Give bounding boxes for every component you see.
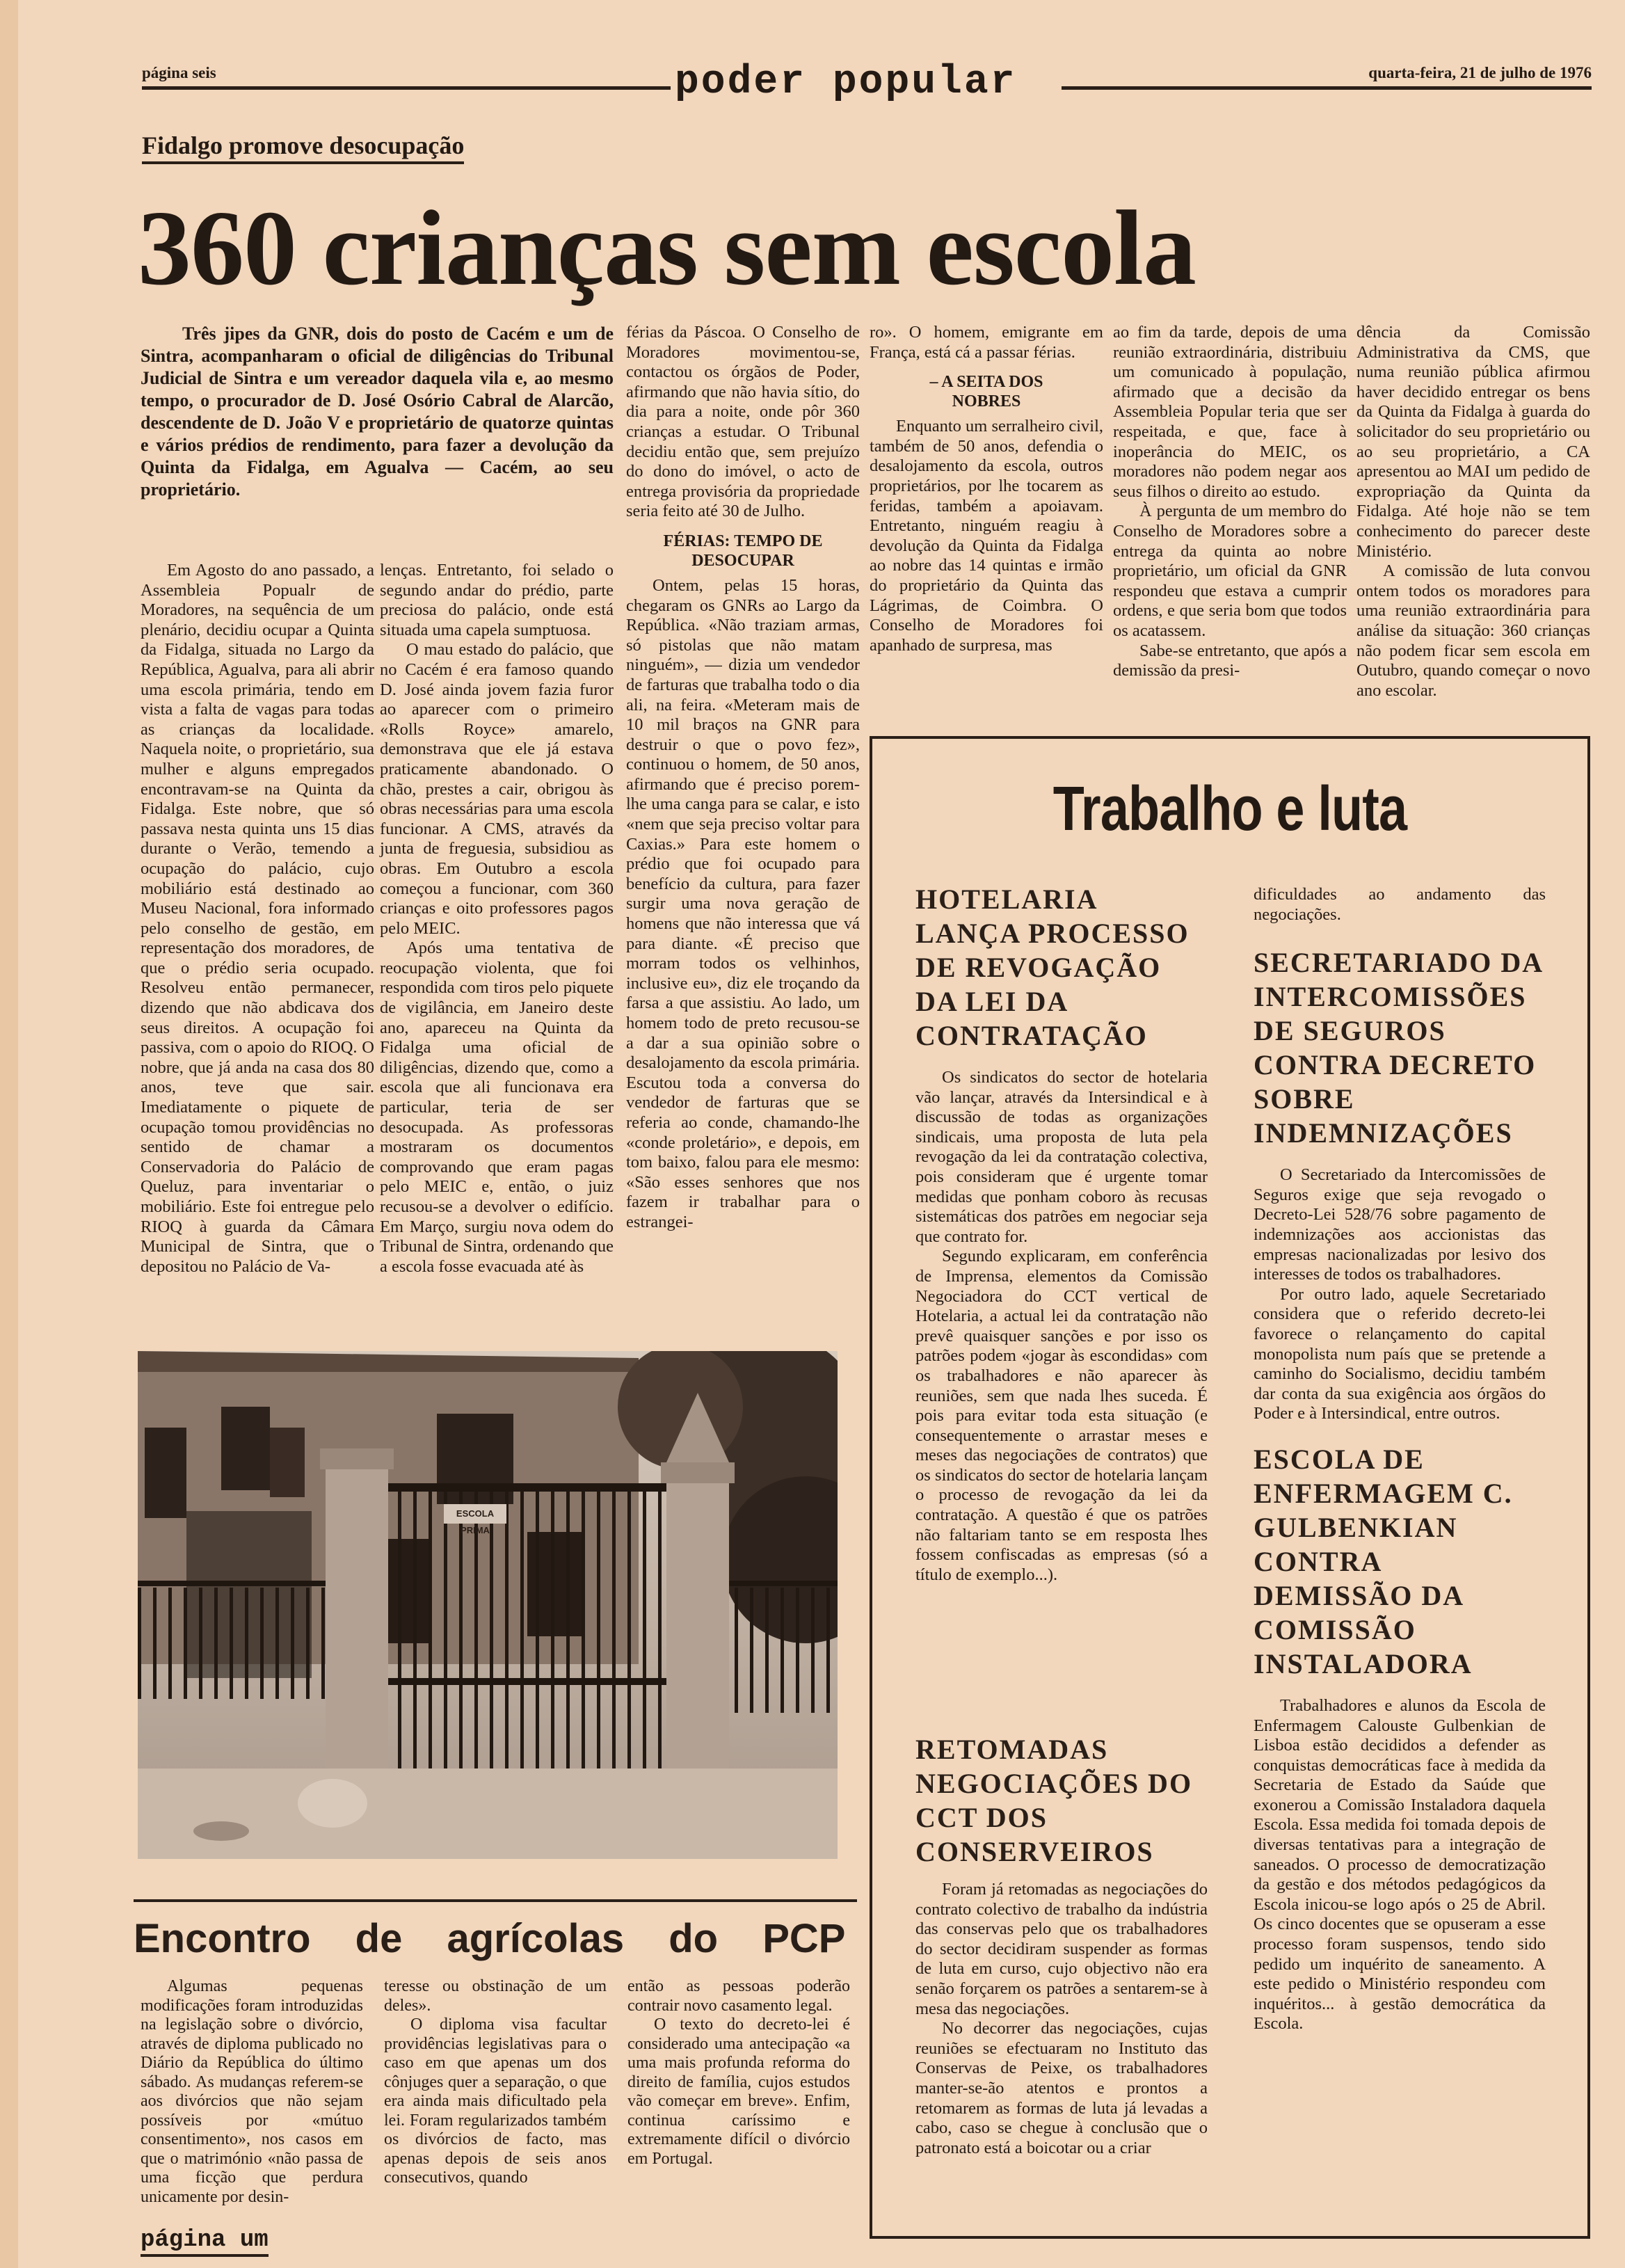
hotelaria-heading: HOTELARIA LANÇA PROCESSO DE REVOGAÇÃO DA LEI DA CONTRATAÇÃO	[915, 884, 1190, 1051]
article-column-5	[1113, 323, 1347, 681]
article-paragraph: Enquanto um serralheiro civil, também de 50 anos, defendia o desalojamento da escola, outros proprietários, por lhe tocarem as feridas, também a apoiavam. Entretanto, ninguém reagiu à devolução da Quinta da Fidalga ao nobre das 14 quintas e irmão do proprietário da Quinta das Lágrimas, de Coimbra. O Conselho de Moradores foi apanhado de surpresa, mas	[870, 417, 1103, 655]
article-paragraph: Em Agosto do ano passado, a Assembleia Popualr de Moradores, na sequência de um plenário, decidiu ocupar a Quinta da Fidalga, situada no Largo da República, Agualva, para ali abrir uma escola primária, tendo em vista a falta de vagas para todas as crianças da localidade. Naquela noite, o proprietário, sua mulher e alguns empregados encontravam-se na Quinta da Fidalga. Este nobre, que só passava nesta quinta uns 15 dias durante o Verão, temendo a ocupação do palácio, cujo mobiliário está destinado ao Museu Nacional, fora informado pelo conselho de gestão, em representação dos moradores, de que o prédio seria ocupado. Resolveu então permanecer, dizendo que não abdicava dos seus direitos. A ocupação foi passiva, com o apoio do RIOQ. O nobre, que já anda na casa dos 80 anos, teve que sair. Imediatamente o piquete de ocupação tomou providências no sentido de chamar a Conservadoria do Palácio de Queluz, para inventariar o mobiliário. Este foi entregue pelo RIOQ à guarda da Câmara Municipal de Sintra, que o depositou no Palácio de Va-	[141, 561, 374, 1276]
subheading-ferias: FÉRIAS: TEMPO DE DESOCUPAR	[663, 532, 823, 570]
article-paragraph: Após uma tentativa de reocupação violenta, que foi respondida com tiros pelo piquete de vigilância, em Janeiro deste ano, apareceu na Quinta da Fidalga uma oficial de diligências, dizendo que, como a escola que ali funcionava era particular, teria de ser desocupada. As professoras mostraram os documentos comprovando que eram pagas pelo MEIC e, então, o juiz recusou-se a devolver o edifício. Em Março, surgiu nova odem do Tribunal de Sintra, ordenando que a escola fosse evacuada até às	[380, 939, 614, 1276]
article-paragraph: Segundo explicaram, em conferência de Imprensa, elementos da Comissão Negociadora do CCT vertical de Hotelaria, a actual lei da contratação não prevê quaisquer sanções e por isso os patrões podem «jogar às escondidas» com os trabalhadores e não aparecer às reuniões, sem que nada lhes suceda. É pois para evitar toda esta situação (e consequentemente o arrastar meses e meses das negociações de contratos) que os sindicatos do sector de hotelaria lançam o processo de revogação da lei da contratação. A questão é que os patrões não faltariam tanto se em resposta lhes fossem confiscadas as empresas (só a título de exemplo...).	[915, 1247, 1208, 1584]
article-paragraph: O diploma visa facultar providências legislativas para o caso em que apenas um dos cônjuges quer a separação, o que era ainda mais dificultado pela lei. Foram regularizados também os divórcios de facto, mas apenas depois de seis anos consecutivos, quando	[384, 2015, 607, 2187]
article-paragraph: Os sindicatos do sector de hotelaria vão lançar, através da Intersindical e à discussão de todas as organizações sindicais, uma proposta de luta pela revogação da lei da contratação colectiva, pois consideram que é urgente tomar medidas que ponham coboro às recusas sistemáticas dos patrões em negociar seja que contrato for.	[915, 1068, 1208, 1246]
article-paragraph: A comissão de luta convou ontem todos os moradores para uma reunião extraordinária para análise da situação: 360 crianças não podem ficar sem escola em Outubro, quando começar o novo ano escolar.	[1356, 561, 1590, 700]
conserveiros-body	[915, 1880, 1208, 2158]
article-paragraph: então as pessoas poderão contrair novo casamento legal.	[627, 1977, 850, 2015]
conserveiros-heading: RETOMADAS NEGOCIAÇÕES DO CCT DOS CONSERVEIROS	[915, 1734, 1193, 1867]
seguros-heading: SECRETARIADO DA INTERCOMISSÕES DE SEGUROS CONTRA DECRETO SOBRE INDEMNIZAÇÕES	[1254, 947, 1542, 1149]
gulbenkian-heading: ESCOLA DE ENFERMAGEM C. GULBENKIAN CONTRA DEMISSÃO DA COMISSÃO INSTALADORA	[1254, 1443, 1513, 1679]
encontro-column-2	[384, 1977, 607, 2188]
article-column-2	[380, 561, 614, 1277]
trabalho-title: Trabalho e luta	[1052, 774, 1407, 844]
article-paragraph: férias da Páscoa. O Conselho de Moradores movimentou-se, contactou os órgãos de Poder, afirmando que não havia sítio, do dia para a noite, onde pôr 360 crianças a estudar. O Tribunal decidiu então que, sem prejuízo do dono do imóvel, o acto de entrega provisória da propriedade seria feito até 30 de Julho.	[626, 323, 860, 521]
trabalho-column-right	[1254, 885, 1546, 2034]
article-paragraph: Algumas pequenas modificações foram introduzidas na legislação sobre o divórcio, através de diploma publicado no Diário da República do último sábado. As mudanças referem-se aos divórcios que não sejam possíveis por «mútuo consentimento», nos casos em que o matrimónio «não passa de uma ficção que perdura unicamente por desin-	[141, 1977, 363, 2206]
newspaper-page	[18, 0, 1625, 2268]
encontro-top-rule	[134, 1899, 857, 1902]
article-paragraph: Ontem, pelas 15 horas, chegaram os GNRs ao Largo da República. «Não traziam armas, só pistolas que não matam ninguém», — dizia um vendedor de farturas que trabalha todo o dia ali, na feira. «Meteram mais de 10 mil braços na GNR para destruir o que o povo fez», continuou o homem, de 50 anos, afirmando que é preciso porem-lhe uma canga para se calar, e isto «nem que seja preciso voltar para Caxias.» Para este homem o prédio que foi ocupado para benefício da cultura, para fazer surgir uma nova geração de homens que não interessa que vá para diante. «É preciso que morram todos os velhinhos, inclusive eu», diz ele troçando da farsa a que assistiu. Ao lado, um homem todo de preto recusou-se a dar a sua opinião sobre o desalojamento da escola primária. Escutou toda a conversa do vendedor de farturas que se referia ao conde, chamando-lhe «conde proletário», e depois, em tom baixo, falou para ele mesmo: «São esses senhores que nos fazem ir trabalhar para o estrangei-	[626, 575, 860, 1231]
article-paragraph: O Secretariado da Intercomissões de Seguros exige que seja revogado o Decreto-Lei 528/76 sobre pagamento de indemnizações aos accionistas das empresas nacionalizadas por lesivo dos interesses de todos os trabalhadores.	[1254, 1165, 1546, 1284]
article-lead	[141, 323, 614, 501]
encontro-column-1	[141, 1977, 363, 2207]
article-column-4	[870, 323, 1103, 655]
school-gate-photo	[138, 1351, 838, 1859]
header-rule-right	[1062, 86, 1592, 90]
article-paragraph: Sabe-se entretanto, que após a demissão da presi-	[1113, 641, 1347, 680]
encontro-title: Encontro de agrícolas do PCP	[134, 1916, 846, 1961]
article-paragraph: dificuldades ao andamento das negociações.	[1254, 885, 1546, 924]
article-paragraph: ro». O homem, emigrante em França, está cá a passar férias.	[870, 323, 1103, 362]
hotelaria-body	[915, 1068, 1208, 1585]
masthead-title: poder popular	[675, 60, 1017, 105]
encontro-column-3	[627, 1977, 850, 2169]
seguros-body	[1254, 1165, 1546, 1424]
header-rule-left	[142, 86, 671, 90]
article-paragraph: lenças. Entretanto, foi selado o segundo andar do prédio, parte preciosa do palácio, onde está situada uma capela sumptuosa.	[380, 561, 614, 639]
article-paragraph: dência da Comissão Administrativa da CMS, que numa reunião pública afirmou haver decidido entregar os bens da Quinta da Fidalga à guarda do solicitador do seu proprietário ou ao seu proprietário, a CA apresentou ao MAI um pedido de expropriação da Quinta da Fidalga. Até hoje não se tem conhecimento do parecer deste Ministério.	[1356, 323, 1590, 561]
article-column-6	[1356, 323, 1590, 701]
footer-page-number: página um	[141, 2226, 269, 2257]
school-sign: ESCOLA PRIMA	[456, 1508, 495, 1535]
conserveiros-continuation	[1254, 885, 1546, 925]
article-paragraph: O texto do decreto-lei é considerado uma antecipação «a uma mais profunda reforma do direito de família, cujos estudos vão começar em breve». Enfim, continua caríssimo e extremamente difícil o divórcio em Portugal.	[627, 2015, 850, 2168]
trabalho-column-left-2	[915, 1732, 1208, 2158]
article-paragraph: teresse ou obstinação de um deles».	[384, 1977, 607, 2015]
trabalho-column-left	[915, 882, 1208, 1585]
article-column-1	[141, 561, 374, 1277]
gulbenkian-body	[1254, 1696, 1546, 2034]
page-number: página seis	[142, 64, 216, 81]
article-paragraph: O mau estado do palácio, que no Cacém é era famoso quando D. José ainda jovem fazia furor ao aparecer com o primeiro «Rolls Royce» amarelo, demonstrava que ele já estava praticamente abandonado. O chão, prestes a cair, obrigou às obras necessárias para uma escola funcionar. A CMS, através da junta de freguesia, subsidiou as obras. Em Outubro a escola começou a funcionar, com 360 crianças e oito professores pagos pelo MEIC.	[380, 640, 614, 938]
article-kicker: Fidalgo promove desocupação	[142, 131, 464, 164]
article-paragraph: À pergunta de um membro do Conselho de Moradores sobre a entrega da quinta ao nobre proprietário, um oficial da GNR respondeu que estava a cumprir ordens, e que seria bom que todos os acatassem.	[1113, 502, 1347, 640]
headline: 360 crianças sem escola	[138, 189, 1196, 308]
issue-date: quarta-feira, 21 de julho de 1976	[1368, 64, 1592, 81]
article-paragraph: Por outro lado, aquele Secretariado considera que o referido decreto-lei favorece o relançamento do capital monopolista num país que se pretende a caminho do Socialismo, decidiu também dar conta da sua exigência aos órgãos do Poder e à Intersindical, entre outros.	[1254, 1284, 1546, 1423]
article-paragraph: Foram já retomadas as negociações do contrato colectivo de trabalho da indústria das conservas pelo que os trabalhadores do sector decidiram suspender as formas de luta em curso, cujo objectivo não era senão forçarem os patrões a sentarem-se à mesa das negociações.	[915, 1880, 1208, 2018]
article-paragraph: Trabalhadores e alunos da Escola de Enfermagem Calouste Gulbenkian de Lisboa estão decididos a defender as conquistas democráticas face à medida da Secretaria de Estado da Saúde que exonerou a Comissão Instaladora daquela Escola. Essa medida foi tomada depois de diversas tentativas para a integração de saneados. O processo de democratização da gestão e dos métodos pedagógicos da Escola inicou-se logo após o 25 de Abril. Os cinco docentes que se opuseram a esse processo foram suspensos, tendo sido pedido um inquérito de saneamento. A este pedido o Ministério respondeu com inquéritos... à gestão democrática da Escola.	[1254, 1695, 1546, 2034]
article-paragraph: No decorrer das negociações, cujas reuniões se efectuaram no Instituto das Conservas de Peixe, os trabalhadores manter-se-ão atentos e prontos a retomarem as formas de luta já levadas a cabo, caso se chegue à conclusão que o patronato está a boicotar ou a criar	[915, 2019, 1208, 2157]
article-column-3	[626, 323, 860, 1233]
lead-paragraph: Três jipes da GNR, dois do posto de Cacém e um de Sintra, acompanharam o oficial de diligências do Tribunal Judicial de Sintra e um vereador daquela vila e, ao mesmo tempo, o procurador de D. José Osório Cabral de Alarcão, descendente de D. João V e proprietário de quatorze quintas e vários prédios de rendimento, para fazer a devolução da Quinta da Fidalga, em Agualva — Cacém, ao seu proprietário.	[141, 324, 614, 500]
article-paragraph: ao fim da tarde, depois de uma reunião extraordinária, distribuiu um comunicado à população, afirmado que a decisão da Assembleia Popular teria que ser respeitada, e que, face à inoperância do MEIC, os moradores não podem negar aos seus filhos o direito ao estudo.	[1113, 323, 1347, 501]
subheading-seita: – A SEITA DOS NOBRES	[929, 373, 1043, 411]
photo-illustration	[138, 1351, 838, 1859]
